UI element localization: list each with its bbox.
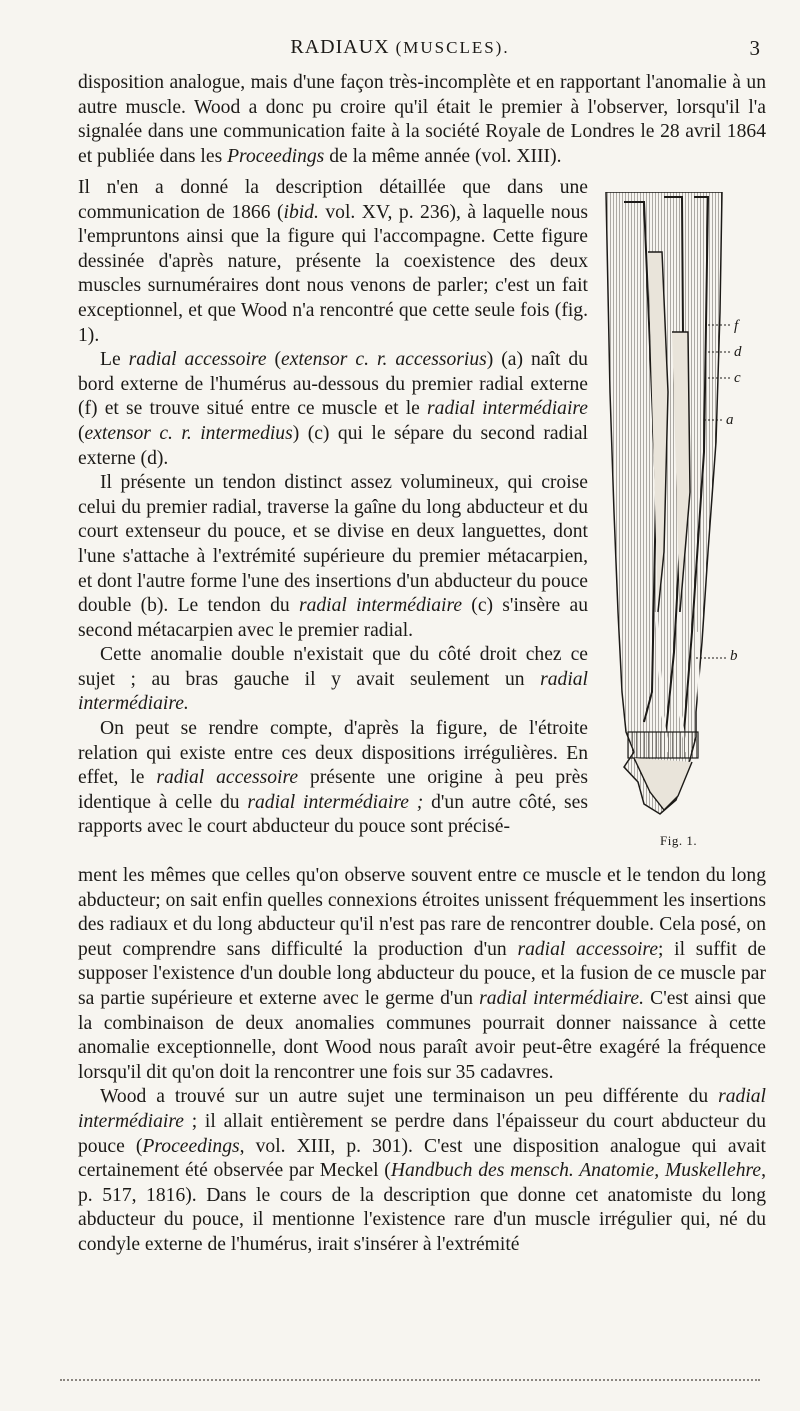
paragraph-3-italic-4: extensor c. r. intermedius (84, 422, 293, 444)
forearm-figure (604, 192, 754, 822)
paragraph-3-text-d: ( (78, 422, 85, 444)
paragraph-6-text-b: présente une origine à peu près identique à celle du (78, 767, 589, 813)
paragraph-4-italic: radial intermédiaire (298, 595, 463, 617)
paragraph-7-text-a: Wood a trouvé sur un autre sujet une terminaison un peu différente du (100, 1086, 719, 1108)
paragraph-1 (78, 71, 766, 169)
paragraph-7-italic-1: radial intermédiaire (78, 1086, 766, 1132)
figure-label-c: c (734, 370, 741, 386)
paragraph-6-text-f: C'est ainsi que la combinaison de deux anomalies communes pourrait donner naissance à cette anomalie exceptionnelle, dont Wood nous paraît avoir peut-être exagéré la fréquence lorsqu'il dit qu'on doit la rencontrer une fois sur 35 cadavres. (78, 987, 766, 1083)
paragraph-6-text-e: ; il suffit de supposer l'existence d'un double long abducteur du pouce, et la fusion de ce muscle par sa partie supérieure et externe avec le germe d'un (78, 938, 766, 1009)
paragraph-1-end: de la même année (vol. XIII). (324, 145, 562, 167)
paragraph-3 (78, 348, 588, 471)
paragraph-3-italic-1: radial accessoire (128, 349, 267, 371)
paragraph-3-text-b: ( (266, 349, 282, 371)
paragraph-7-italic-2: Proceedings (142, 1135, 240, 1157)
page-number: 3 (749, 36, 760, 60)
text-block-column (78, 176, 588, 840)
paragraph-6-text-c: d'un autre côté, ses rapports avec le court abducteur du pouce sont précisé- (78, 791, 588, 838)
paragraph-6-italic-4: radial intermédiaire. (479, 987, 645, 1009)
paragraph-6-italic-1: radial accessoire (156, 767, 299, 789)
forearm-illustration (604, 192, 754, 822)
paragraph-7-italic-3: Handbuch des mensch. Anatomie, Muskellehre (390, 1160, 762, 1182)
paragraph-2-text-a: Il n'en a donné la description détaillée que dans une communication de 1866 ( (78, 177, 588, 223)
figure-label-d: d (734, 344, 742, 360)
paragraph-3-text-c: ) (a) naît du bord externe de l'humérus au-dessous du premier radial externe (f) et se trouve situé entre ce muscle et le (78, 349, 588, 420)
figure-label-b: b (730, 648, 738, 664)
figure-label-a: a (726, 412, 734, 428)
running-title-sub: (MUSCLES). (395, 38, 510, 57)
paragraph-5-text-a: Cette anomalie double n'existait que du côté droit chez ce sujet ; au bras gauche il y avait seulement un (78, 644, 588, 690)
paragraph-6-italic-2: radial intermédiaire ; (247, 791, 424, 813)
running-title-main: RADIAUX (290, 36, 390, 58)
paragraph-6-start (78, 717, 588, 840)
paragraph-1-text: disposition analogue, mais d'une façon très-incomplète et en rapportant l'anomalie à un autre muscle. Wood a donc pu croire qu'il était le premier à l'observer, lorsqu'il l'a signalée dans une communication faite à la société Royale de Londres le 28 avril 1864 et publiée dans les (78, 72, 766, 167)
paragraph-2-italic: ibid. (283, 201, 319, 223)
text-block-top (78, 71, 766, 169)
paragraph-7 (78, 1085, 766, 1257)
paragraph-6-text-d: ment les mêmes que celles qu'on observe souvent entre ce muscle et le tendon du long abducteur; on sait enfin quelles connexions étroites unissent fréquemment les insertions des radiaux et du long abducteur qu'il n'est pas rare de rencontrer double. Cela posé, on peut comprendre sans difficulté la production d'un (78, 865, 766, 960)
paragraph-3-text-a: Le (100, 349, 129, 371)
paragraph-5-italic: radial intermédiaire. (78, 668, 588, 715)
paragraph-7-text-c: , vol. XIII, p. 301). C'est une disposition analogue qui avait certainement été observée par Meckel ( (78, 1135, 766, 1182)
paragraph-7-text-b: ; il allait entièrement se perdre dans l'épaisseur du court abducteur du pouce ( (78, 1110, 766, 1157)
paragraph-4-text-a: Il présente un tendon distinct assez volumineux, qui croise celui du premier radial, traverse la gaîne du long abducteur et du court extenseur du pouce, et se divise en deux languettes, dont l'une s'attache à l'extrémité supérieure du premier métacarpien, et dont l'autre forme l'une des insertions d'un abducteur du pouce double (b). Le tendon du (78, 472, 588, 617)
running-title (0, 36, 800, 59)
paragraph-1-italic: Proceedings (227, 145, 325, 167)
figure-label-f: f (734, 318, 739, 334)
page-header (0, 36, 800, 66)
paragraph-3-italic-3: radial intermédiaire (427, 398, 589, 420)
paragraph-4-text-b: (c) s'insère au second métacarpien avec le premier radial. (78, 595, 588, 641)
paragraph-2 (78, 176, 588, 348)
paragraph-5 (78, 643, 588, 717)
paragraph-6-italic-3: radial accessoire (517, 938, 659, 960)
paragraph-4 (78, 471, 588, 643)
wrist-band (628, 732, 698, 758)
text-block-bottom (78, 864, 766, 1258)
figure-caption: Fig. 1. (660, 833, 698, 848)
paragraph-7-text-d: , p. 517, 1816). Dans le cours de la description que donne cet anatomiste du long abducteur du pouce, il mentionne l'existence rare d'un muscle irrégulier qui, né du condyle externe de l'humérus, irait s'insérer à l'extrémité (78, 1160, 766, 1255)
paragraph-3-text-e: ) (c) qui le sépare du second radial externe (d). (78, 422, 588, 469)
footer-rule (60, 1379, 760, 1381)
paragraph-2-text-b: vol. XV, p. 236), à laquelle nous l'empruntons ainsi que la figure qui l'accompagne. Cette figure dessinée d'après nature, présente la coexistence des deux muscles surnuméraires dont nous venons de parler; c'est un fait exceptionnel, et que Wood n'a rencontré que cette seule fois (fig. 1). (78, 201, 588, 346)
paragraph-3-italic-2: extensor c. r. accessorius (281, 349, 487, 371)
paragraph-6-continued (78, 864, 766, 1085)
paragraph-6-text-a: On peut se rendre compte, d'après la figure, de l'étroite relation qui existe entre ces deux dispositions irrégulières. En effet, le (78, 718, 588, 789)
